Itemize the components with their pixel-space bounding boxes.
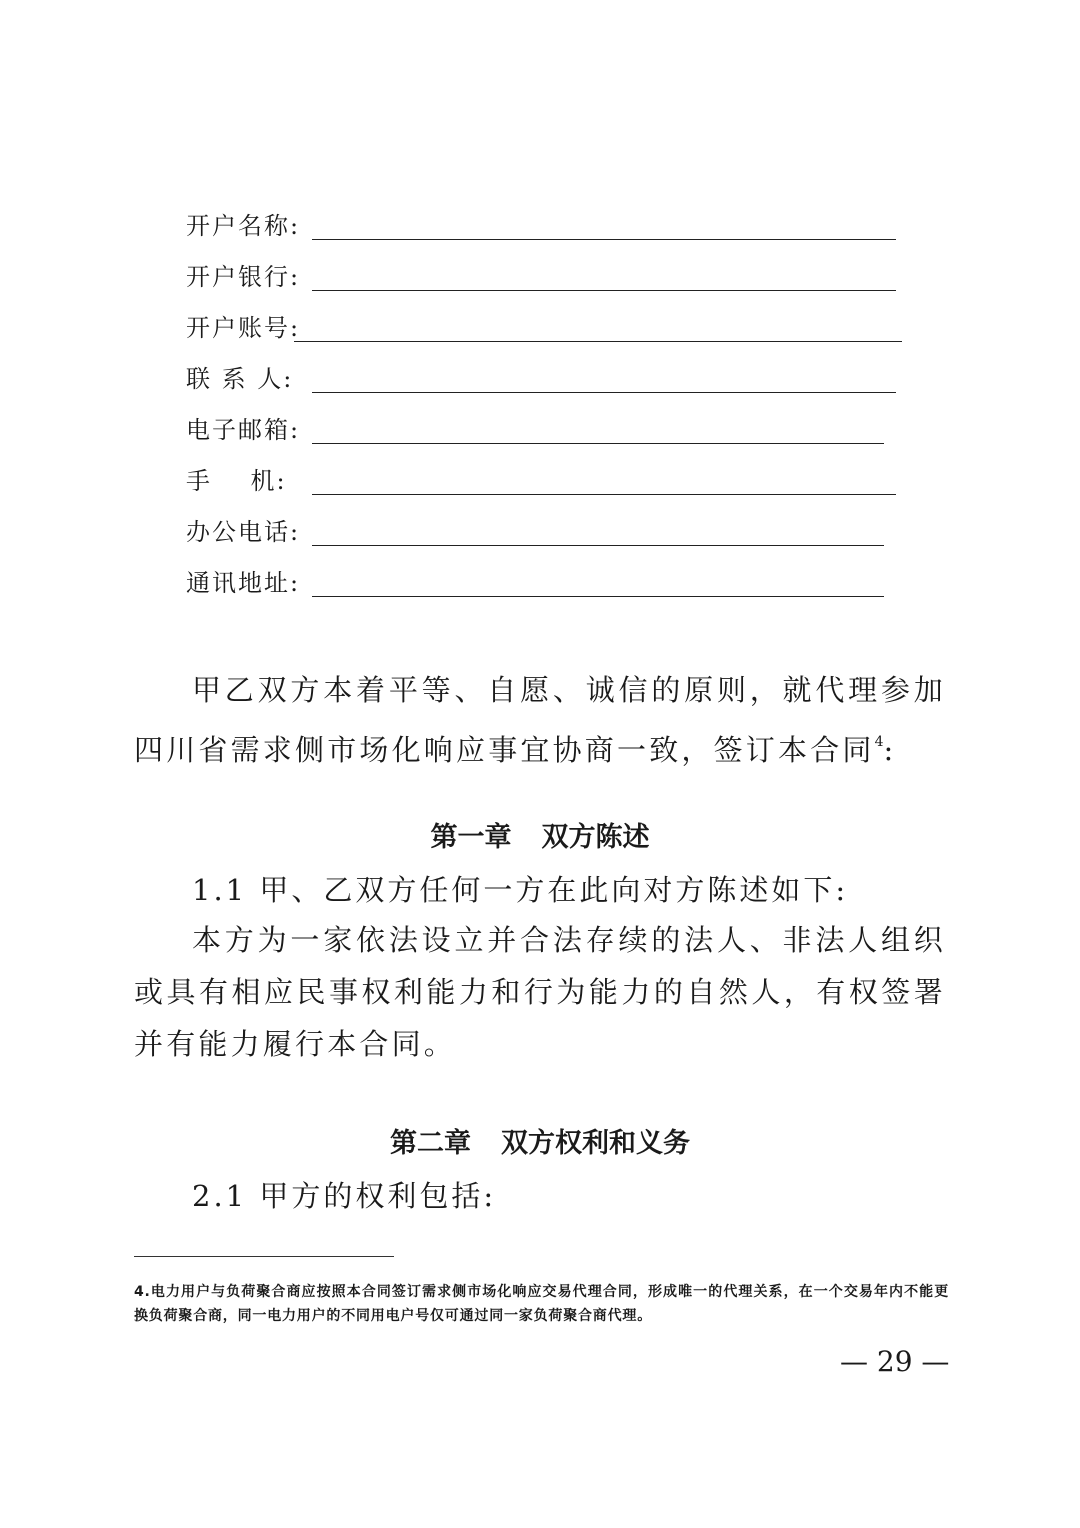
email-label: 电子邮箱: [186,416,301,444]
footnote-divider [134,1256,394,1257]
mailing-address-label: 通讯地址: [186,569,301,597]
contact-person-label: 联 系 人: [186,365,294,393]
intro-text: 甲乙双方本着平等、自愿、诚信的原则，就代理参加四川省需求侧市场化响应事宜协商一致，签订本合同 [134,673,946,767]
intro-paragraph [134,664,946,776]
chapter-2-title: 双方权利和义务 [501,1128,690,1159]
account-number-blank[interactable] [294,341,902,342]
chapter-2-number: 第二章 [390,1128,471,1159]
mailing-address-blank[interactable] [312,596,884,597]
bank-name-field [186,257,946,308]
account-number-label: 开户账号: [186,314,301,342]
email-blank[interactable] [312,443,884,444]
clause-1-1: 1.1 甲、乙双方任何一方在此向对方陈述如下: [192,873,849,907]
account-name-blank[interactable] [312,239,896,240]
bank-name-label: 开户银行: [186,263,301,291]
office-phone-field [186,512,946,563]
account-name-label: 开户名称: [186,212,301,240]
mobile-field [186,461,946,512]
account-name-field [186,206,946,257]
chapter-1-body: 本方为一家依法设立并合法存续的法人、非法人组织或具有相应民事权利能力和行为能力的自然人，有权签署并有能力履行本合同。 [134,923,946,1061]
office-phone-label: 办公电话: [186,518,301,546]
account-number-field [186,308,946,359]
footnote-reference[interactable]: 4 [874,734,884,750]
intro-tail: : [883,733,897,767]
office-phone-blank[interactable] [312,545,884,546]
email-field [186,410,946,461]
chapter-1-title: 双方陈述 [541,822,650,853]
page-number: — 29 — [840,1345,950,1378]
footnote-4: 4.电力用户与负荷聚合商应按照本合同签订需求侧市场化响应交易代理合同，形成唯一的代理关系，在一个交易年内不能更换负荷聚合商，同一电力用户的不同用电户号仅可通过同一家负荷聚合商代理。 [134,1284,949,1324]
contact-person-blank[interactable] [312,392,896,393]
mailing-address-field [186,563,946,614]
clause-2-1: 2.1 甲方的权利包括: [192,1179,497,1213]
chapter-1-heading [0,818,1080,858]
contact-person-field [186,359,946,410]
bank-name-blank[interactable] [312,290,896,291]
chapter-2-heading [0,1124,1080,1164]
mobile-blank[interactable] [312,494,896,495]
chapter-1-number: 第一章 [430,822,512,853]
mobile-label: 手 机: [186,467,287,495]
account-info-form [186,206,946,614]
